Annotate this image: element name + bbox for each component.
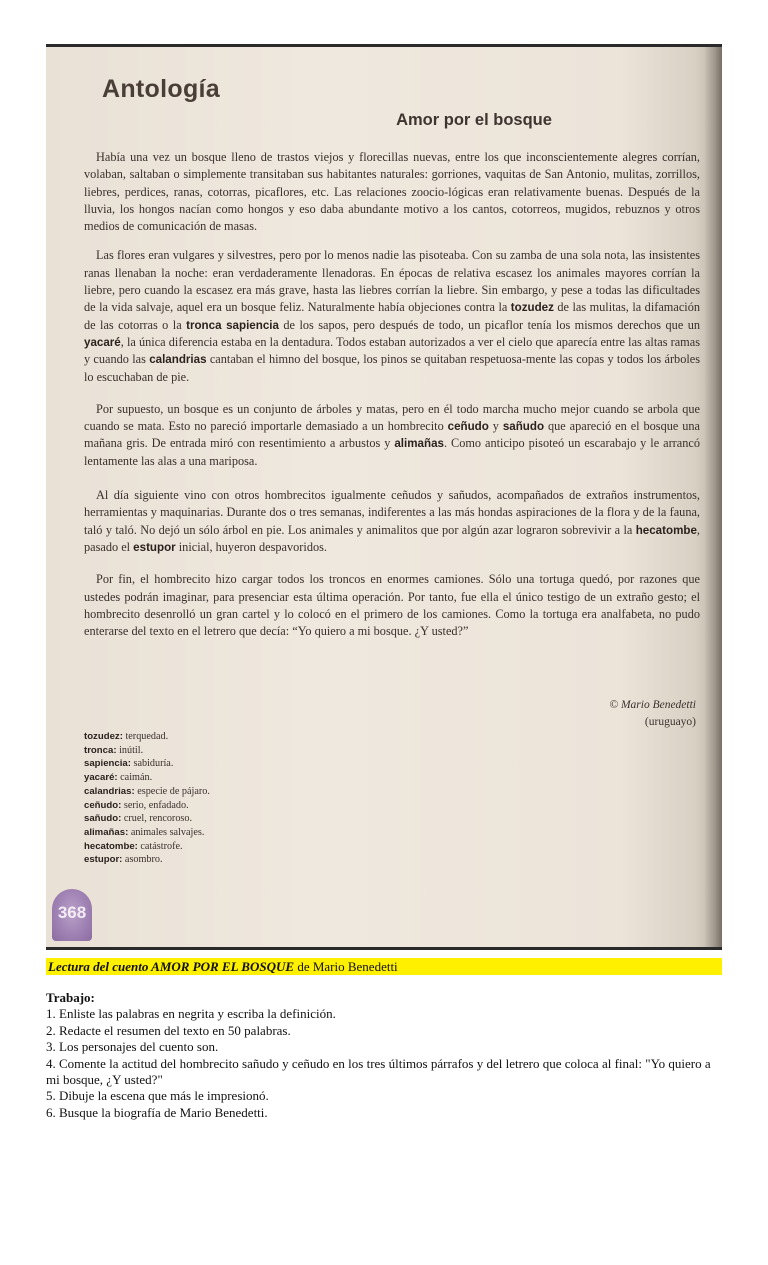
paragraph-text: y [488, 419, 503, 434]
assignment-item: 4. Comente la actitud del hombrecito sañudo y ceñudo en los tres últimos párrafos y del letrero que coloca al final: "Yo quiero a mi bosque, ¿Y usted?" [46, 1055, 711, 1088]
assignment-item: 6. Busque la biografía de Mario Benedetti. [46, 1104, 268, 1120]
glossary-definition: catástrofe. [140, 840, 183, 852]
scanned-book-page [46, 44, 722, 950]
paragraph-text: de los sapos, pero después de todo, un picaflor tenía los mismos derechos que un [278, 317, 701, 332]
glossary-entry [84, 771, 210, 785]
glossary-term: yacaré: [84, 772, 118, 784]
glossary-definition: caimán. [120, 772, 153, 784]
paragraph-text: , pasado el [84, 522, 700, 554]
glossary [84, 730, 210, 867]
assignment-section [46, 990, 726, 1121]
paragraph-text: cantaban el himno del bosque, los pinos se quitaban respetuosa-mente las copas y todos los árboles lo escuchaban de pie. [84, 352, 700, 384]
assignment-heading: Trabajo: [46, 990, 95, 1005]
glossary-entry [84, 744, 210, 758]
story-title: Amor por el bosque [396, 111, 552, 129]
glossary-definition: cruel, rencoroso. [123, 813, 193, 825]
assignment-item: 1. Enliste las palabras en negrita y escriba la definición. [46, 1006, 336, 1022]
story-paragraph [84, 401, 700, 470]
assignment-item: 2. Redacte el resumen del texto en 50 palabras. [46, 1022, 291, 1038]
paragraph-text: Por supuesto, un bosque es un conjunto de árboles y matas, pero en él todo marcha mucho mejor cuando se arbola que cuando se mata. Esto no pareció importarle demasiado a un hombrecito [84, 401, 700, 434]
glossary-definition: sabiduría. [133, 758, 174, 770]
glossary-definition: terquedad. [125, 731, 169, 742]
glossary-term: alimañas: [84, 826, 129, 838]
bold-vocabulary-word: yacaré [84, 335, 121, 349]
bold-vocabulary-word: estupor [133, 540, 176, 554]
paragraph-text: , la única diferencia estaba en la dentadura. Todos estaban autorizados a ver el cielo que aparecía entre las altas ramas y cuando las [84, 334, 700, 367]
credit-origin: (uruguayo) [644, 716, 696, 728]
bold-vocabulary-word: tozudez [510, 301, 554, 315]
glossary-entry [84, 799, 210, 813]
glossary-entry [84, 826, 210, 840]
glossary-entry [84, 853, 210, 867]
banner-title: Lectura del cuento AMOR POR EL BOSQUE [48, 959, 295, 974]
glossary-definition: especie de pájaro. [137, 785, 210, 797]
reading-banner [46, 958, 722, 975]
section-title: Antología [102, 75, 220, 103]
glossary-definition: serio, enfadado. [123, 799, 189, 811]
page-number-badge: 368 [52, 889, 92, 941]
story-paragraph [84, 487, 700, 556]
glossary-term: calandrias: [84, 785, 135, 797]
glossary-term: estupor: [84, 854, 123, 866]
banner-author: de Mario Benedetti [294, 959, 398, 974]
bold-vocabulary-word: tronca sapiencia [186, 318, 279, 332]
credit-author: © Mario Benedetti [609, 699, 696, 711]
paragraph-text: . Como anticipo pisoteó un escarabajo y le arrancó lentamente las alas a una mariposa. [84, 436, 700, 468]
paragraph-text: Había una vez un bosque lleno de trastos viejos y florecillas nuevas, entre los que inconscientemente alegres corrían, volaban, saltaban o simplemente transitaban sus habitantes naturales: gorriones, vaquitas de San Antonio, mulitas, zorrillos, liebres, perdices, ranas, cotorras, picaflores, etc. Las relaciones zoocio-lógicas eran relativamente buenas. Después de la lluvia, los hongos nacían como hongos y eso daba abundante motivo a los cantos, cotorreos, mugidos, rebuznos y otros medios de comunicación de masas. [84, 150, 700, 234]
paragraph-text: inicial, huyeron despavoridos. [175, 539, 327, 554]
glossary-entry [84, 730, 210, 744]
glossary-definition: asombro. [124, 854, 163, 866]
bold-vocabulary-word: hecatombe [635, 523, 697, 537]
story-paragraph [84, 149, 700, 235]
paragraph-text: Por fin, el hombrecito hizo cargar todos los troncos en enormes camiones. Sólo una tortuga quedó, por razones que ustedes podrán imaginar, para presenciar esta última operación. Por tanto, fue ella el único testigo de un extraño gesto; el hombrecito desenrolló un gran cartel y lo colocó en el primero de los camiones. Como la tortuga era analfabeta, no pudo enterarse del texto en el letrero que decía: “Yo quiero a mi bosque. ¿Y usted?” [84, 572, 700, 639]
glossary-term: ceñudo: [84, 799, 122, 811]
glossary-entry [84, 785, 210, 799]
story-paragraph [84, 247, 700, 385]
paragraph-text: Las flores eran vulgares y silvestres, pero por lo menos nadie las pisoteaba. Con su zamba de una sola nota, las insistentes ranas llenaban la noche: eran verdaderamente llenadoras. En épocas de relativa escasez los animales mayores corrían la liebre, pero cuando la escasez era más grave, hasta las liebres corrían la liebre. Sin embargo, y pese a todas las dificultades de la vida salvaje, aquel era un bosque feliz. Naturalmente había objeciones contra la [84, 248, 700, 315]
paragraph-text: de las mulitas, la difamación de las cotorras o la [84, 300, 700, 332]
glossary-entry [84, 757, 210, 771]
story-paragraph [84, 571, 700, 640]
glossary-entry [84, 840, 210, 854]
author-credit [609, 697, 696, 731]
assignment-item: 5. Dibuje la escena que más le impresionó. [46, 1088, 269, 1104]
glossary-entry [84, 812, 210, 826]
bold-vocabulary-word: sañudo [502, 420, 545, 434]
glossary-term: sapiencia: [84, 758, 131, 770]
bold-vocabulary-word: alimañas [394, 437, 444, 451]
paragraph-text: Al día siguiente vino con otros hombrecitos igualmente ceñudos y sañudos, acompañados de extraños instrumentos, herramientas y maquinarias. Durante dos o tres semanas, indiferentes a las más hondas aspiraciones de la flora y de la fauna, taló y taló. No dejó un sólo árbol en pie. Los animales y animalitos que por algún azar lograron sobrevivir a la [84, 488, 700, 537]
glossary-definition: animales salvajes. [130, 826, 205, 838]
assignment-item: 3. Los personajes del cuento son. [46, 1039, 219, 1055]
glossary-term: sañudo: [84, 813, 122, 825]
bold-vocabulary-word: calandrias [149, 353, 207, 367]
bold-vocabulary-word: ceñudo [447, 420, 489, 434]
glossary-term: tronca: [84, 744, 117, 756]
glossary-definition: inútil. [119, 744, 144, 756]
story-body [84, 149, 700, 652]
glossary-term: tozudez: [84, 731, 123, 742]
glossary-term: hecatombe: [84, 840, 138, 852]
paragraph-text: que apareció en el bosque una mañana gris. De entrada miró con resentimiento a arbustos y [84, 419, 700, 451]
book-spine-shadow [704, 47, 722, 947]
